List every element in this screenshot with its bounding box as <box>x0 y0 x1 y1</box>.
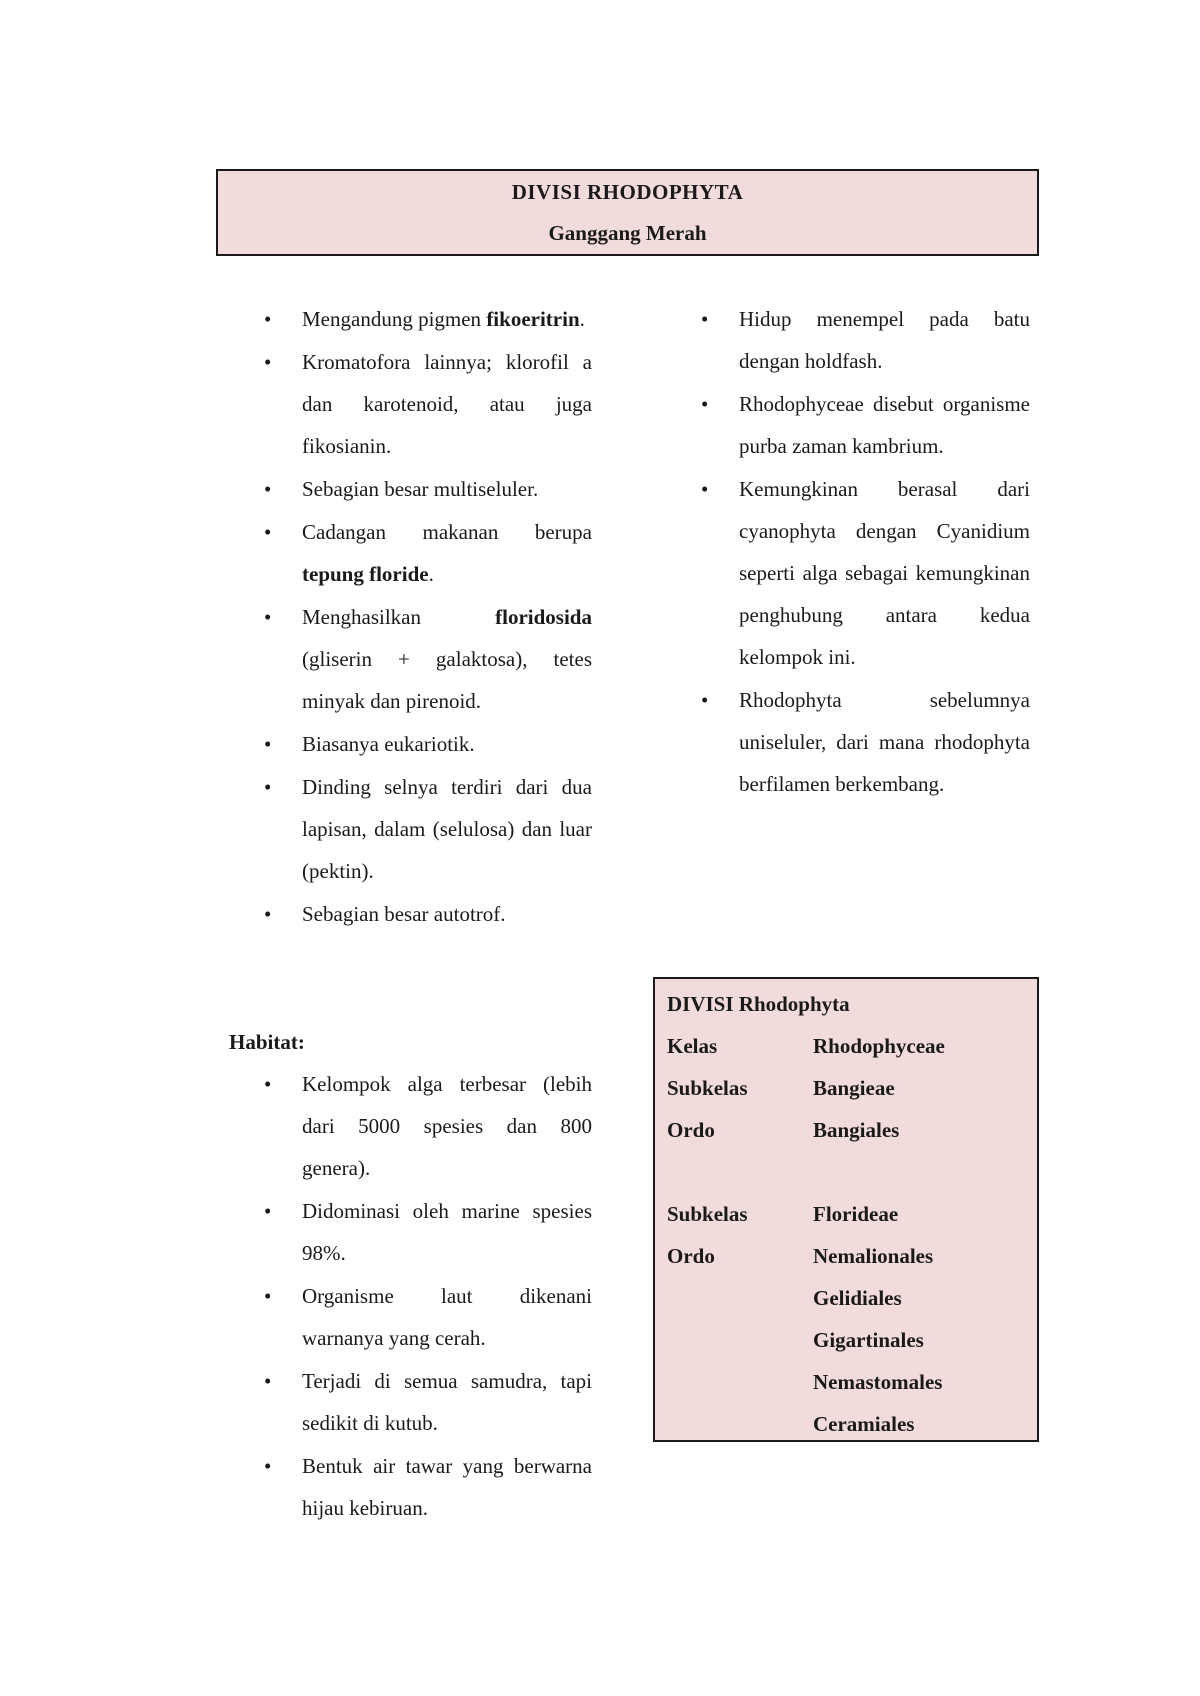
page-title: DIVISI RHODOPHYTA <box>511 180 744 204</box>
list-item: • Rhodophyceae disebut organisme purba zaman kambrium. <box>665 383 1030 467</box>
list-item: • Mengandung pigmen fikoeritrin. <box>228 298 592 340</box>
bullet-icon: • <box>701 307 709 331</box>
bullet-icon: • <box>264 902 272 926</box>
list-item: • Bentuk air tawar yang berwarna hijau kebiruan. <box>228 1445 592 1529</box>
bullet-icon: • <box>264 350 272 374</box>
classification-box: DIVISI Rhodophyta Kelas Rhodophyceae Subkelas Bangieae Ordo Bangiales Subkelas Florideae Ordo Nemalionales Gelidiales Gigartinales Nemastomales Ceramiales <box>653 977 1039 1442</box>
list-item: • Didominasi oleh marine spesies 98%. <box>228 1190 592 1274</box>
bullet-icon: • <box>264 477 272 501</box>
list-item: • Kelompok alga terbesar (lebih dari 5000 spesies dan 800 genera). <box>228 1063 592 1189</box>
bullet-icon: • <box>264 775 272 799</box>
bullet-icon: • <box>264 307 272 331</box>
list-item: • Kromatofora lainnya; klorofil a dan karotenoid, atau juga fikosianin. <box>228 341 592 467</box>
bullet-icon: • <box>701 392 709 416</box>
list-item: • Kemungkinan berasal dari cyanophyta dengan Cyanidium seperti alga sebagai kemungkinan penghubung antara kedua kelompok ini. <box>665 468 1030 678</box>
list-item: • Menghasilkan floridosida (gliserin + galaktosa), tetes minyak dan pirenoid. <box>228 596 592 722</box>
page-subtitle: Ganggang Merah <box>548 221 707 245</box>
list-item: • Dinding selnya terdiri dari dua lapisan, dalam (selulosa) dan luar (pektin). <box>228 766 592 892</box>
origin-list <box>665 298 1030 806</box>
bullet-icon: • <box>264 1284 272 1308</box>
bullet-icon: • <box>701 688 709 712</box>
bullet-icon: • <box>264 1072 272 1096</box>
bullet-icon: • <box>264 520 272 544</box>
bullet-icon: • <box>264 1454 272 1478</box>
bullet-icon: • <box>701 477 709 501</box>
list-item: • Hidup menempel pada batu dengan holdfash. <box>665 298 1030 382</box>
list-item: • Organisme laut dikenani warnanya yang cerah. <box>228 1275 592 1359</box>
list-item: • Terjadi di semua samudra, tapi sedikit di kutub. <box>228 1360 592 1444</box>
list-item: • Rhodophyta sebelumnya uniseluler, dari mana rhodophyta berfilamen berkembang. <box>665 679 1030 805</box>
bullet-icon: • <box>264 1199 272 1223</box>
bullet-icon: • <box>264 732 272 756</box>
list-item: • Sebagian besar autotrof. <box>228 893 592 935</box>
bullet-icon: • <box>264 1369 272 1393</box>
habitat-list <box>228 1063 592 1530</box>
characteristics-list <box>228 298 592 936</box>
habitat-heading: Habitat: <box>229 1030 305 1054</box>
bullet-icon: • <box>264 605 272 629</box>
list-item: • Sebagian besar multiseluler. <box>228 468 592 510</box>
classification-title: DIVISI Rhodophyta <box>667 992 850 1016</box>
title-box <box>216 169 1039 256</box>
list-item: • Cadangan makanan berupa tepung floride. <box>228 511 592 595</box>
list-item: • Biasanya eukariotik. <box>228 723 592 765</box>
